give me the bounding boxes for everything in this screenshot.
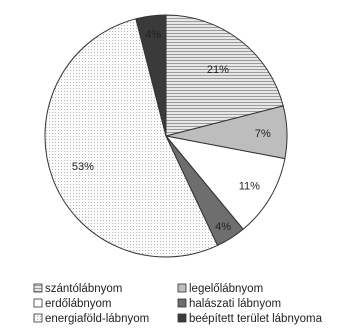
legend-swatch [34, 314, 42, 322]
pie-slices [45, 15, 287, 257]
legend-swatch [34, 299, 42, 307]
legend-swatch [178, 284, 186, 292]
slice-value-label: 21% [206, 64, 229, 77]
slice-value-label: 53% [71, 160, 94, 173]
legend [34, 283, 323, 325]
slice-value-label: 4% [145, 29, 162, 41]
legend-label: legelőlábnyom [189, 283, 264, 295]
legend-swatch [34, 284, 42, 292]
legend-label: szántólábnyom [45, 283, 123, 295]
slice-value-label: 4% [215, 220, 232, 233]
legend-label: energiaföld-lábnyom [45, 313, 150, 325]
legend-label: beépített terület lábnyoma [189, 313, 322, 325]
legend-label: halászati lábnyom [189, 298, 282, 310]
legend-label: erdőlábnyom [45, 298, 112, 310]
legend-swatch [178, 314, 186, 322]
slice-value-label: 7% [254, 128, 271, 140]
slice-value-label: 11% [238, 180, 260, 193]
legend-swatch [178, 299, 186, 307]
